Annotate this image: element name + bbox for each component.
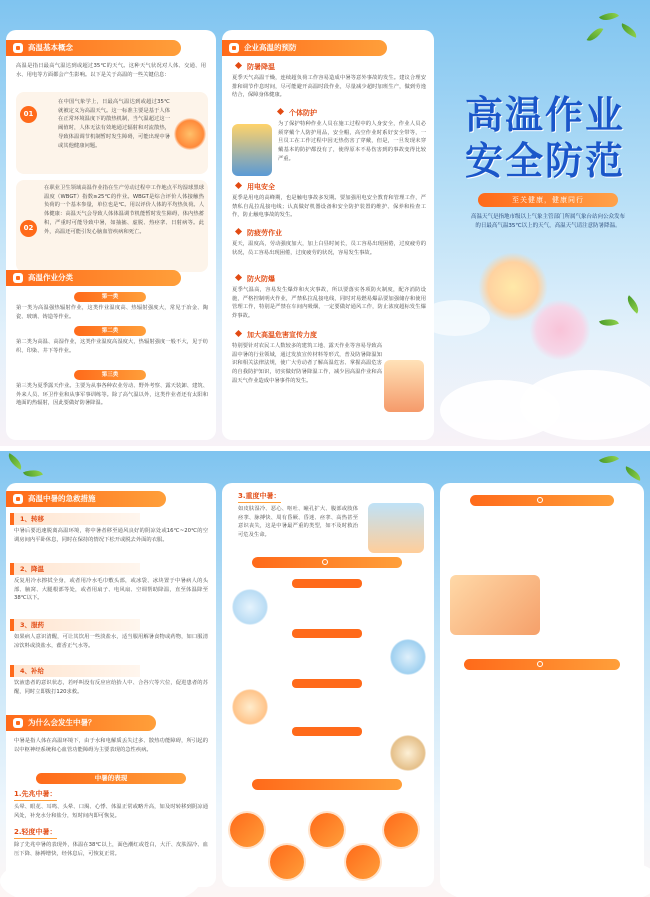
category-label-2: 第二类 — [74, 326, 146, 336]
coping-tag-1 — [292, 579, 362, 588]
firstaid-panel — [6, 483, 216, 887]
thermometer-icon — [229, 43, 239, 53]
prevention-title-1: 防暑降温 — [236, 62, 275, 72]
brochure-front — [0, 0, 650, 446]
worker-heat-picture — [450, 575, 540, 635]
occupational-panel — [440, 483, 644, 887]
prevention-title-3: 用电安全 — [236, 182, 275, 192]
coping-panel — [222, 483, 434, 887]
basics-heading — [6, 40, 181, 56]
leaf-decoration-icon — [599, 315, 619, 330]
thermometer-icon — [13, 273, 23, 283]
leaf-decoration-icon — [599, 451, 619, 468]
step-1-title: 1、转移 — [10, 513, 140, 525]
cover-title-line1: 高温作业 — [464, 93, 625, 137]
prevention-heading — [222, 40, 387, 56]
diamond-bullet-icon — [235, 330, 242, 337]
self-item-2 — [310, 813, 344, 847]
brochure-back — [0, 451, 650, 897]
coping-heading — [252, 557, 402, 568]
basics-text-2: 在职业卫生领域高温作业指在生产劳动过程中工作地点平均湿球黑球温度（WBGT）指数≥25℃的作业。WBGT是综合评价人体接触热负荷的一个基本参量，单位也是℃。用以评价人体的平均热负荷。人体健康：高温天气会导致人体体温调节机能暂时发生障碍，体内热蓄积，严重时可能导致中暑，如抽搐、虚脱、热痉挛、日射病等。此外，高温还可能引发心脑血管疾病和死亡。 — [44, 185, 204, 235]
categories-heading — [6, 270, 181, 286]
symptom-2-title: 2.轻度中暑： — [14, 827, 57, 839]
basics-num-1: 01 — [20, 106, 37, 123]
prevention-text-4: 夏天，温度高，劳动强度加大，加上白昼时间长，员工容易出现困倦，过度疲劳的状况，员工容易出现困倦，过度疲劳的状况，容易发生事故。 — [232, 241, 426, 256]
tea-picture — [390, 735, 426, 771]
category-label-1: 第一类 — [74, 292, 146, 302]
diamond-bullet-icon — [235, 62, 242, 69]
who-heading — [464, 659, 620, 670]
step-1-text: 中暑后要迅速脱离高温环境，将中暑者移至通风良好的阴凉处或16℃~20℃的空调房间内平卧休息，同时在保持的情况下松开或脱去外面的衣服。 — [14, 528, 208, 543]
prevention-heading-text: 企业高温的预防 — [244, 43, 297, 52]
prevention-text-1: 夏季天气高温干燥，连续超负荷工作容易造成中暑等意外事故的发生。建议合理安排和调节作息时间，尽可能避开高温时段作业，尽量减少超时加班生产，做到劳逸结合，保障身体健康。 — [232, 75, 426, 99]
diamond-bullet-icon — [235, 182, 242, 189]
cloud-decoration — [520, 370, 650, 440]
self-item-3 — [384, 813, 418, 847]
self-item-4 — [270, 845, 304, 879]
coping-tag-3 — [292, 679, 362, 688]
coping-tag-2 — [292, 629, 362, 638]
hot-weather-picture — [174, 118, 206, 150]
self-item-5 — [346, 845, 380, 879]
worker-picture — [232, 124, 272, 176]
heart-icon — [537, 497, 543, 503]
coping-tag-4 — [292, 727, 362, 736]
symptom-3-text: 如皮肤湿冷、恶心、呕吐、瞳孔扩大、腹部或肢体痉挛、脉搏快、周有昏厥、昏迷、痉挛、高热甚至意识丧失，这是中暑最严重的类型，如不及时救治可危及生命。 — [238, 506, 358, 539]
cover-title-line2: 安全防范 — [464, 139, 625, 183]
diamond-bullet-icon — [277, 108, 284, 115]
category-text-3: 第三类为夏季露天作业。主要为从事各种农业劳动、野外考察、露天装卸、建筑、外来人员、环卫作业和从事军事训练等。除了高气温以外，这类作业者还有太阳和地面的热辐射，因此要做好防暑降温。 — [16, 383, 208, 407]
firstaid-heading-text: 高温中暑的急救措施 — [28, 494, 96, 503]
self-management-heading — [252, 779, 402, 790]
step-2-text: 反复用冷水擦拭全身，或者用冷水毛巾敷头部，或冰袋、冰块置于中暑病人的头部、腋窝、大腿根部等处，或者用扇子、电风扇、空调帮助降温，直至体温降至38℃以下。 — [14, 578, 208, 602]
basics-num-2: 02 — [20, 220, 37, 237]
prevention-title-2: 个体防护 — [278, 108, 317, 118]
why-heading-text: 为什么会发生中暑？ — [28, 718, 96, 727]
prevention-title-5: 防火防爆 — [236, 274, 275, 284]
basics-heading-text: 高温基本概念 — [28, 43, 73, 52]
tree-illustration — [530, 300, 590, 360]
sunscreen-picture — [232, 689, 268, 725]
basics-text-1: 在中国气象学上，日最高气温达到或超过35℃就被定义为高温天气。这一标准主要是基于人体在正常环境温度下的散热机制，当气温超过这一阈值时，人体无法有效地通过辐射和对流散热，导致体温调节机制暂时发生障碍，可能出现中暑或其他健康问题。 — [58, 99, 170, 149]
categories-heading-text: 高温作业分类 — [28, 273, 73, 282]
prevention-title-6: 加大高温危害宣传力度 — [236, 330, 317, 340]
sun-icon — [322, 559, 328, 565]
step-3-title: 3、服药 — [10, 619, 140, 631]
slogan-banner: 至关健康，健康同行 — [478, 193, 618, 207]
prevention-text-2: 为了保护特种作业人员在施工过程中的人身安全，作业人员必须穿戴个人防护用品，安全帽，高空作业时系好安全带等，一旦员工在工作过程中因无热伤害了穿戴，但是，一旦发现未穿戴基本的防护都没有了，使得原本不易伤害到的事故变得比较严重。 — [278, 121, 426, 162]
category-text-1: 第一类为高温强热辐射作业，这类作业温度高、热辐射强度大，常见于冶金、陶瓷、玻璃、铸造等作业。 — [16, 305, 208, 320]
symptom-1-title: 1.先兆中暑： — [14, 789, 57, 801]
leaf-decoration-icon — [623, 295, 643, 313]
leaf-decoration-icon — [23, 466, 43, 481]
prevention-text-6: 特别要针对农民工人数较多的建筑工地、露天作业等容易导致高温中暑的行业领域，通过发放宣传材料等形式，普及防暑降温知识和相关法律法规，使广大劳动者了解高温危害、掌握高温危害的自我防护知识，切实做好防暑降温工作，减少因高温作业和高温天气作业造成中暑事件的发生。 — [232, 343, 382, 384]
symptoms-heading: 中暑的表现 — [36, 773, 186, 784]
step-4-title: 4、补给 — [10, 665, 140, 677]
leaf-decoration-icon — [623, 466, 643, 481]
self-item-1 — [230, 813, 264, 847]
cover-title — [450, 92, 640, 184]
step-2-title: 2、降温 — [10, 563, 140, 575]
prevention-panel — [222, 30, 434, 440]
diamond-bullet-icon — [235, 228, 242, 235]
leaf-decoration-icon — [599, 8, 619, 25]
step-4-text: 饮液患者的意识状态，若呼叫没有反应应给抬人中、合谷穴等穴位，促进患者的苏醒，同时立即拨打120求救。 — [14, 680, 208, 695]
heatstroke-picture — [368, 503, 424, 553]
symptom-3-title: 3.重度中暑： — [238, 491, 281, 503]
question-icon — [13, 718, 23, 728]
user-icon — [537, 661, 543, 667]
why-text: 中暑是指人体在高温环境下，由于水和电解质丢失过多、散热功能障碍，所引起的以中枢神经系统和心血管功能障碍为主要表现的急性疾病。 — [14, 738, 208, 753]
basics-intro: 高温是指日最高气温达到或超过35℃的天气。这种天气状况对人体、交通、用水、用电等方面都会产生影响。以下是关于高温的一些关键信息： — [16, 63, 206, 78]
water-picture — [390, 639, 426, 675]
diamond-bullet-icon — [235, 274, 242, 281]
leaf-decoration-icon — [619, 23, 639, 38]
category-text-2: 第二类为高温、高湿作业，这类作业温度高湿度大，热辐射强度一般不大，见于纺织、印染、井下等作业。 — [16, 339, 208, 354]
prevention-text-3: 夏季是用电的高峰期，也是触电事故多发期。要加强用电安全教育和管理工作，严禁私自乱拉乱接电线；认真做好机器设备和安全防护装置的维护、保养和检查工作，防止触电事故的发生。 — [232, 195, 426, 219]
step-3-text: 如果病人意识清醒，可让其饮用一些淡盐水，适当服用解暑食物或药物，如口服清凉饮料或淡盐水，藿香正气水等。 — [14, 634, 208, 649]
basics-panel — [6, 30, 216, 440]
cover-intro: 高温天气是指地市级以上气象主管部门所属气象台站向公众发布的日最高气温35℃以上的天气，高温天气请注意防暑降温。 — [470, 214, 625, 230]
aircon-picture — [232, 589, 268, 625]
leaf-decoration-icon — [587, 24, 604, 44]
leaf-decoration-icon — [5, 453, 25, 470]
prevention-title-4: 防疲劳作业 — [236, 228, 282, 238]
symptom-1-text: 头晕、眼花、耳鸣、头晕、口渴、心悸、体温正常或略升高，如及时转移到阴凉通风处，补充水分和盐分，短时间内即可恢复。 — [14, 804, 208, 819]
category-label-3: 第三类 — [74, 370, 146, 380]
prevention-text-5: 夏季气温高，容易发生爆炸和火灾事故，所以要落实各项防火制度，配齐消防设施，严格控制明火作业，严禁私拉乱接电线，同时对易燃易爆品要加强储存和使用管理工作，特别是严禁在车间内吸烟，一定要做好通风工作，防止浓度超标发生爆炸事故。 — [232, 287, 426, 320]
firstaid-heading — [6, 491, 166, 507]
thermometer-icon — [13, 43, 23, 53]
occ-heading — [470, 495, 614, 506]
why-heading — [6, 715, 156, 731]
drinking-water-picture — [384, 360, 424, 412]
symptom-2-text: 除了先兆中暑的表现外，体温在38℃以上，面色潮红或苍白，大汗、皮肤湿冷、血压下降、脉搏增快，经休息后，可恢复正常。 — [14, 842, 208, 857]
thermometer-icon — [13, 494, 23, 504]
